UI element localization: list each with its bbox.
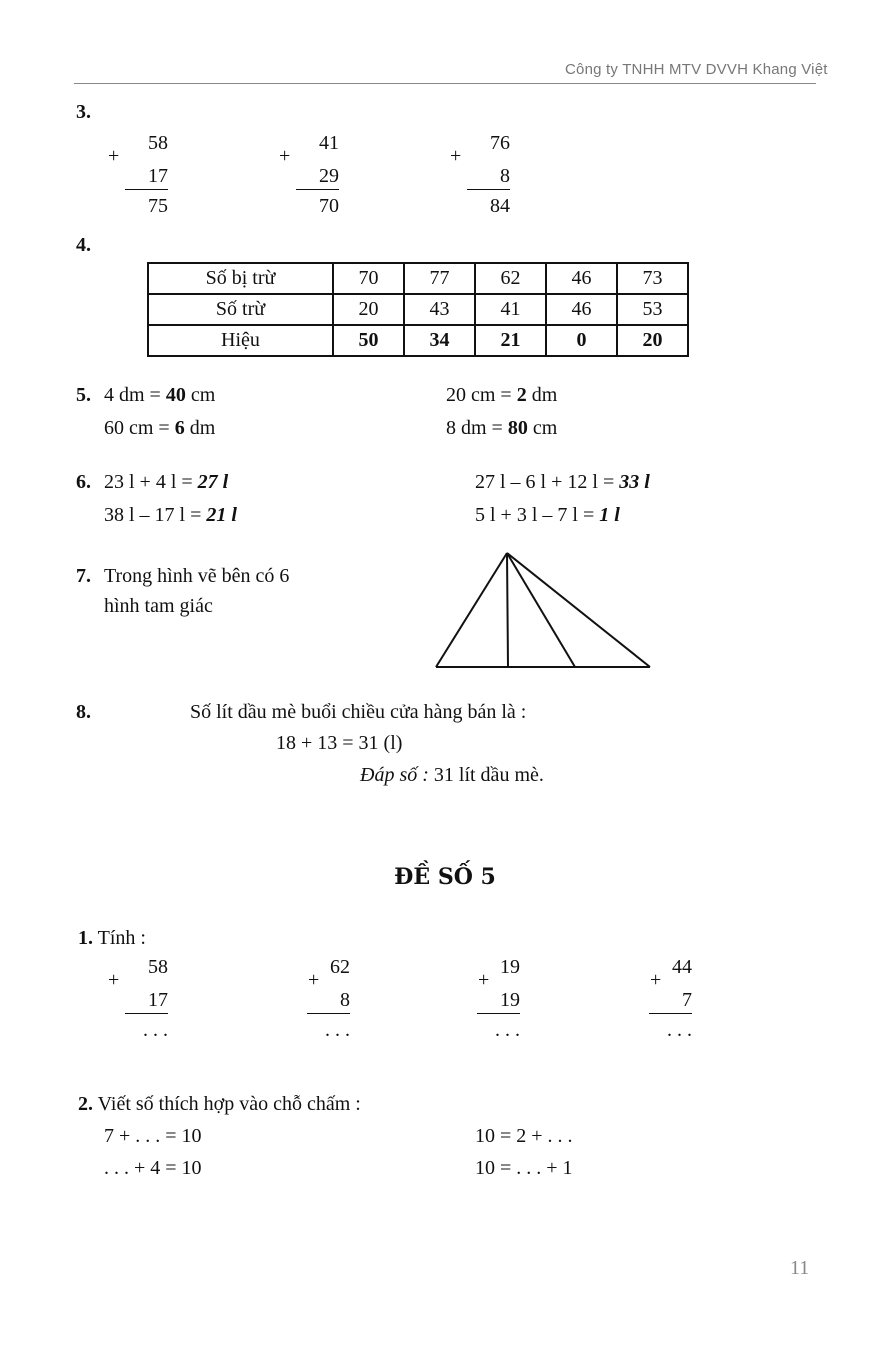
- question-4-label: 4.: [76, 234, 91, 256]
- plus-sign: +: [108, 969, 120, 991]
- question-8-statement: Số lít dầu mè buổi chiều cửa hàng bán là :: [190, 701, 527, 723]
- row-header: Số trừ: [148, 294, 333, 325]
- table-cell: 41: [475, 294, 546, 325]
- conversion-item: 60 cm = 6 dm: [104, 417, 216, 439]
- addend-top: 19: [500, 956, 520, 978]
- sum-line: [125, 189, 168, 190]
- addition-problem: [632, 955, 692, 1045]
- question-8-answer: Đáp số : 31 lít dầu mè.: [360, 764, 544, 786]
- question-5-label: 5.: [76, 384, 91, 406]
- liter-expression: 23 l + 4 l = 27 l: [104, 471, 229, 493]
- plus-sign: +: [650, 969, 662, 991]
- addend-bottom: 8: [340, 989, 350, 1011]
- sum-blank: . . .: [495, 1019, 520, 1041]
- triangle-inner-line: [507, 553, 508, 667]
- table-cell: 62: [475, 263, 546, 294]
- table-cell-answer: 34: [404, 325, 475, 356]
- exam-title: ĐỀ SỐ 5: [394, 864, 496, 890]
- addition-problem: [279, 131, 339, 221]
- addition-problem: [108, 955, 168, 1045]
- sum-line: [467, 189, 510, 190]
- question-3-label: 3.: [76, 101, 91, 123]
- plus-sign: +: [450, 145, 462, 167]
- addend-top: 58: [148, 956, 168, 978]
- plus-sign: +: [279, 145, 291, 167]
- addend-bottom: 17: [148, 165, 168, 187]
- exam-question-2: 2. Viết số thích hợp vào chỗ chấm :: [78, 1093, 361, 1115]
- fill-blank-item: 10 = 2 + . . .: [475, 1125, 573, 1147]
- sum-blank: . . .: [143, 1019, 168, 1041]
- page-number: 11: [790, 1257, 810, 1279]
- plus-sign: +: [108, 145, 120, 167]
- liter-expression: 27 l – 6 l + 12 l = 33 l: [475, 471, 650, 493]
- addend-bottom: 17: [148, 989, 168, 1011]
- conversion-item: 4 dm = 40 cm: [104, 384, 216, 406]
- plus-sign: +: [478, 969, 490, 991]
- sum-result: 84: [490, 195, 510, 217]
- plus-sign: +: [308, 969, 320, 991]
- table-cell: 43: [404, 294, 475, 325]
- fill-blank-item: . . . + 4 = 10: [104, 1157, 202, 1179]
- liter-expression: 5 l + 3 l – 7 l = 1 l: [475, 504, 620, 526]
- question-8-label: 8.: [76, 701, 91, 723]
- triangle-inner-line: [507, 553, 575, 667]
- sum-line: [125, 1013, 168, 1014]
- subtraction-table: [147, 262, 689, 357]
- addition-problem: [450, 131, 510, 221]
- sum-line: [649, 1013, 692, 1014]
- table-cell-answer: 20: [617, 325, 688, 356]
- addend-bottom: 19: [500, 989, 520, 1011]
- sum-line: [477, 1013, 520, 1014]
- table-cell: 77: [404, 263, 475, 294]
- addition-problem: [460, 955, 520, 1045]
- addend-bottom: 8: [500, 165, 510, 187]
- addend-bottom: 29: [319, 165, 339, 187]
- sum-line: [296, 189, 339, 190]
- addend-top: 44: [672, 956, 692, 978]
- table-cell: 46: [546, 294, 617, 325]
- publisher-header: Công ty TNHH MTV DVVH Khang Việt: [565, 61, 828, 78]
- sum-blank: . . .: [667, 1019, 692, 1041]
- question-7-text-line1: Trong hình vẽ bên có 6: [104, 565, 290, 587]
- fill-blank-item: 10 = . . . + 1: [475, 1157, 573, 1179]
- sum-line: [307, 1013, 350, 1014]
- triangle-edge-right: [507, 553, 650, 667]
- row-header: Số bị trừ: [148, 263, 333, 294]
- triangle-figure: [430, 548, 660, 673]
- table-cell-answer: 0: [546, 325, 617, 356]
- triangle-edge-left: [436, 553, 507, 667]
- table-cell: 53: [617, 294, 688, 325]
- table-row: [148, 325, 688, 356]
- sum-result: 70: [319, 195, 339, 217]
- question-7-text-line2: hình tam giác: [104, 595, 213, 617]
- addend-top: 62: [330, 956, 350, 978]
- table-cell: 73: [617, 263, 688, 294]
- addend-top: 58: [148, 132, 168, 154]
- addition-problem: [290, 955, 350, 1045]
- table-cell: 46: [546, 263, 617, 294]
- table-row: [148, 263, 688, 294]
- addend-top: 76: [490, 132, 510, 154]
- table-row: [148, 294, 688, 325]
- addend-bottom: 7: [682, 989, 692, 1011]
- addition-problem: [108, 131, 168, 221]
- sum-result: 75: [148, 195, 168, 217]
- table-cell: 20: [333, 294, 404, 325]
- question-6-label: 6.: [76, 471, 91, 493]
- table-cell-answer: 50: [333, 325, 404, 356]
- conversion-item: 8 dm = 80 cm: [446, 417, 558, 439]
- table-cell: 70: [333, 263, 404, 294]
- sum-blank: . . .: [325, 1019, 350, 1041]
- table-cell-answer: 21: [475, 325, 546, 356]
- header-divider: [74, 83, 816, 84]
- addend-top: 41: [319, 132, 339, 154]
- exam-question-1: 1. Tính :: [78, 927, 146, 949]
- liter-expression: 38 l – 17 l = 21 l: [104, 504, 237, 526]
- fill-blank-item: 7 + . . . = 10: [104, 1125, 202, 1147]
- row-header: Hiệu: [148, 325, 333, 356]
- conversion-item: 20 cm = 2 dm: [446, 384, 558, 406]
- question-8-calculation: 18 + 13 = 31 (l): [276, 732, 403, 754]
- question-7-label: 7.: [76, 565, 91, 587]
